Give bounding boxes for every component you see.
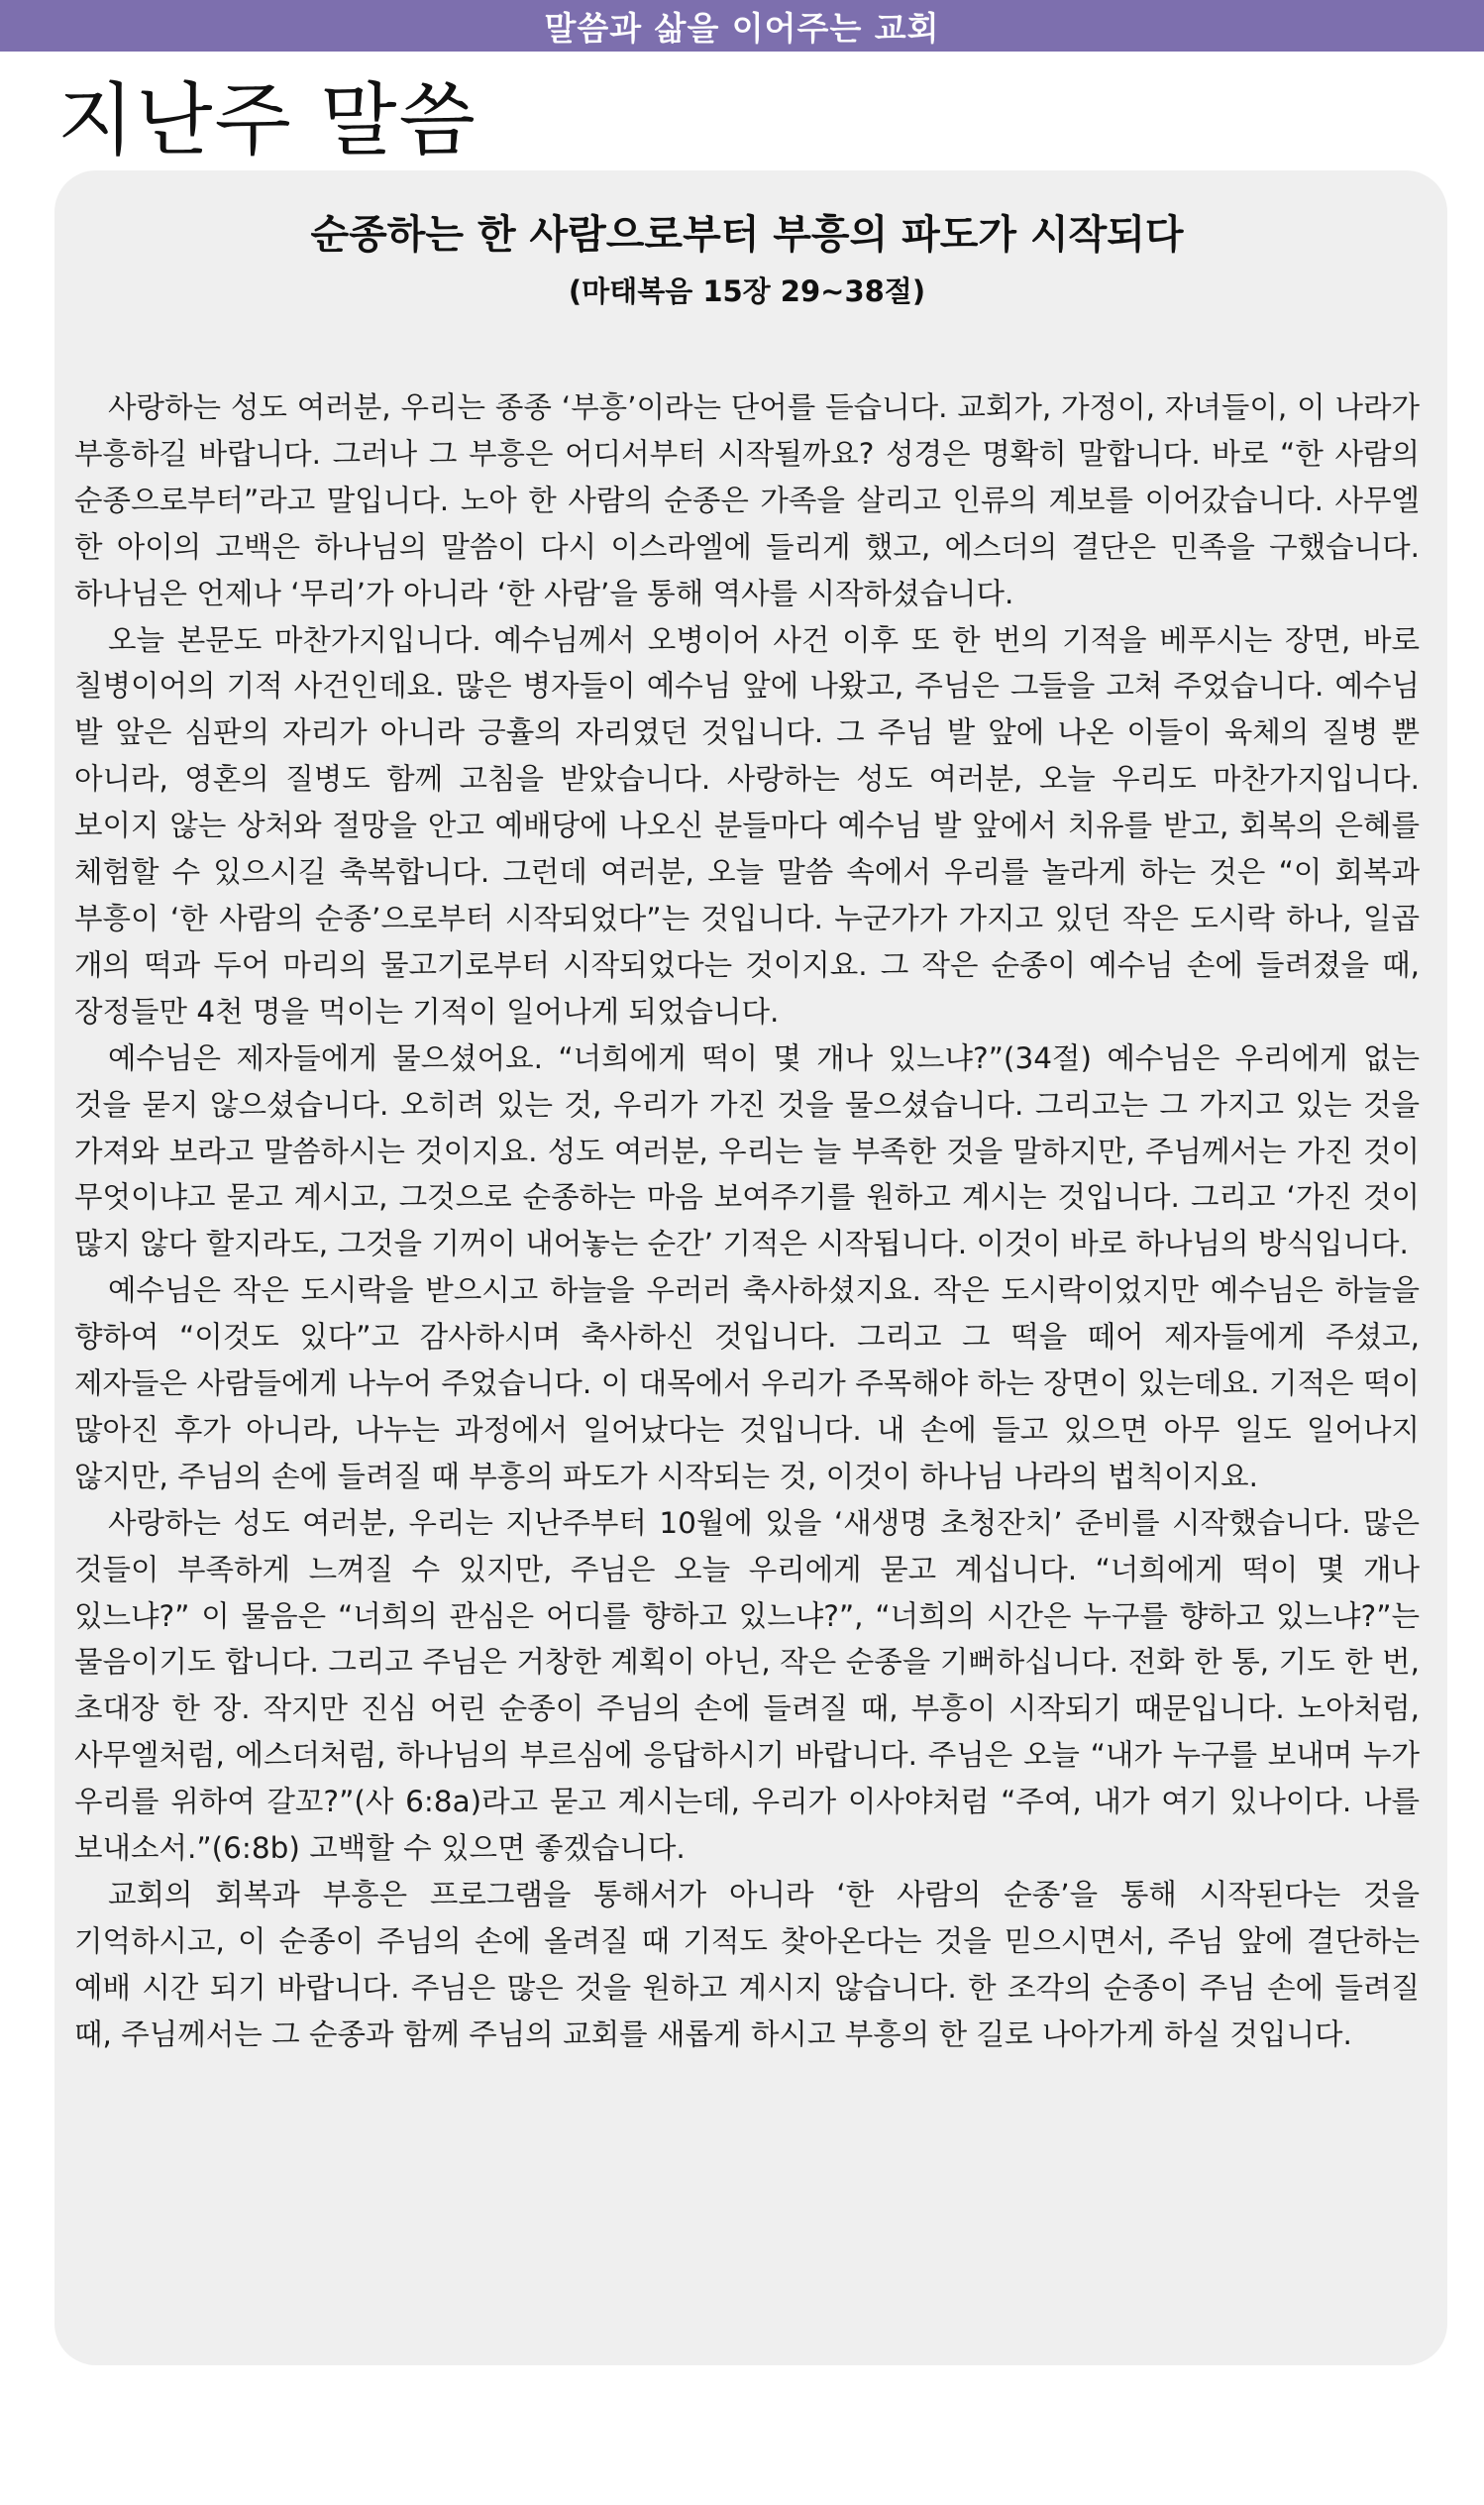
section-title: 지난주 말씀 xyxy=(57,74,477,166)
sermon-paragraph: 예수님은 제자들에게 물으셨어요. “너희에게 떡이 몇 개나 있느냐?”(34절) 예수님은 우리에게 없는 것을 묻지 않으셨습니다. 오히려 있는 것, 우리가 가진 것을 물으셨습니다. 그리고는 그 가지고 있는 것을 가져와 보라고 말씀하시는 것이지요. 성도 여러분, 우리는 늘 부족한 것을 말하지만, 주님께서는 가진 것이 무엇이냐고 묻고 계시고, 그것으로 순종하는 마음 보여주기를 원하고 계시는 것입니다. 그리고 ‘가진 것이 많지 않다 할지라도, 그것을 기꺼이 내어놓는 순간’ 기적은 시작됩니다. 이것이 바로 하나님의 방식입니다. xyxy=(74,1040,1420,1261)
scripture-reference: (마태복음 15장 29~38절) xyxy=(568,274,926,308)
banner-text: 말씀과 삶을 이어주는 교회 xyxy=(544,8,940,48)
sermon-card xyxy=(54,170,1447,2365)
sermon-paragraph: 예수님은 작은 도시락을 받으시고 하늘을 우러러 축사하셨지요. 작은 도시락이었지만 예수님은 하늘을 향하여 “이것도 있다”고 감사하시며 축사하신 것입니다. 그리고 그 떡을 떼어 제자들에게 주셨고, 제자들은 사람들에게 나누어 주었습니다. 이 대목에서 우리가 주목해야 하는 장면이 있는데요. 기적은 떡이 많아진 후가 아니라, 나누는 과정에서 일어났다는 것입니다. 내 손에 들고 있으면 아무 일도 일어나지 않지만, 주님의 손에 들려질 때 부흥의 파도가 시작되는 것, 이것이 하나님 나라의 법칙이지요. xyxy=(74,1273,1420,1493)
sermon-title: 순종하는 한 사람으로부터 부흥의 파도가 시작되다 xyxy=(310,212,1184,258)
sermon-paragraph: 교회의 회복과 부흥은 프로그램을 통해서가 아니라 ‘한 사람의 순종’을 통해 시작된다는 것을 기억하시고, 이 순종이 주님의 손에 올려질 때 기적도 찾아온다는 것을 믿으시면서, 주님 앞에 결단하는 예배 시간 되기 바랍니다. 주님은 많은 것을 원하고 계시지 않습니다. 한 조각의 순종이 주님 손에 들려질 때, 주님께서는 그 순종과 함께 주님의 교회를 새롭게 하시고 부흥의 한 길로 나아가게 하실 것입니다. xyxy=(74,1878,1420,2051)
sermon-paragraph: 사랑하는 성도 여러분, 우리는 종종 ‘부흥’이라는 단어를 듣습니다. 교회가, 가정이, 자녀들이, 이 나라가 부흥하길 바랍니다. 그러나 그 부흥은 어디서부터 시작될까요? 성경은 명확히 말합니다. 바로 “한 사람의 순종으로부터”라고 말입니다. 노아 한 사람의 순종은 가족을 살리고 인류의 계보를 이어갔습니다. 사무엘 한 아이의 고백은 하나님의 말씀이 다시 이스라엘에 들리게 했고, 에스더의 결단은 민족을 구했습니다. 하나님은 언제나 ‘무리’가 아니라 ‘한 사람’을 통해 역사를 시작하셨습니다. xyxy=(74,390,1420,610)
top-banner xyxy=(0,0,1484,52)
sermon-paragraph: 오늘 본문도 마찬가지입니다. 예수님께서 오병이어 사건 이후 또 한 번의 기적을 베푸시는 장면, 바로 칠병이어의 기적 사건인데요. 많은 병자들이 예수님 앞에 나왔고, 주님은 그들을 고쳐 주었습니다. 예수님 발 앞은 심판의 자리가 아니라 긍휼의 자리였던 것입니다. 그 주님 발 앞에 나온 이들이 육체의 질병 뿐 아니라, 영혼의 질병도 함께 고침을 받았습니다. 사랑하는 성도 여러분, 오늘 우리도 마찬가지입니다. 보이지 않는 상처와 절망을 안고 예배당에 나오신 분들마다 예수님 발 앞에서 치유를 받고, 회복의 은혜를 체험할 수 있으시길 축복합니다. 그런데 여러분, 오늘 말씀 속에서 우리를 놀라게 하는 것은 “이 회복과 부흥이 ‘한 사람의 순종’으로부터 시작되었다”는 것입니다. 누군가가 가지고 있던 작은 도시락 하나, 일곱 개의 떡과 두어 마리의 물고기로부터 시작되었다는 것이지요. 그 작은 순종이 예수님 손에 들려졌을 때, 장정들만 4천 명을 먹이는 기적이 일어나게 되었습니다. xyxy=(74,622,1420,1029)
sermon-paragraph: 사랑하는 성도 여러분, 우리는 지난주부터 10월에 있을 ‘새생명 초청잔치’ 준비를 시작했습니다. 많은 것들이 부족하게 느껴질 수 있지만, 주님은 오늘 우리에게 묻고 계십니다. “너희에게 떡이 몇 개나 있느냐?” 이 물음은 “너희의 관심은 어디를 향하고 있느냐?”, “너희의 시간은 누구를 향하고 있느냐?”는 물음이기도 합니다. 그리고 주님은 거창한 계획이 아닌, 작은 순종을 기뻐하십니다. 전화 한 통, 기도 한 번, 초대장 한 장. 작지만 진심 어린 순종이 주님의 손에 들려질 때, 부흥이 시작되기 때문입니다. 노아처럼, 사무엘처럼, 에스더처럼, 하나님의 부르심에 응답하시기 바랍니다. 주님은 오늘 “내가 누구를 보내며 누가 우리를 위하여 갈꼬?”(사 6:8a)라고 묻고 계시는데, 우리가 이사야처럼 “주여, 내가 여기 있나이다. 나를 보내소서.”(6:8b) 고백할 수 있으면 좋겠습니다. xyxy=(74,1505,1420,1866)
sermon-body xyxy=(74,384,1420,2058)
